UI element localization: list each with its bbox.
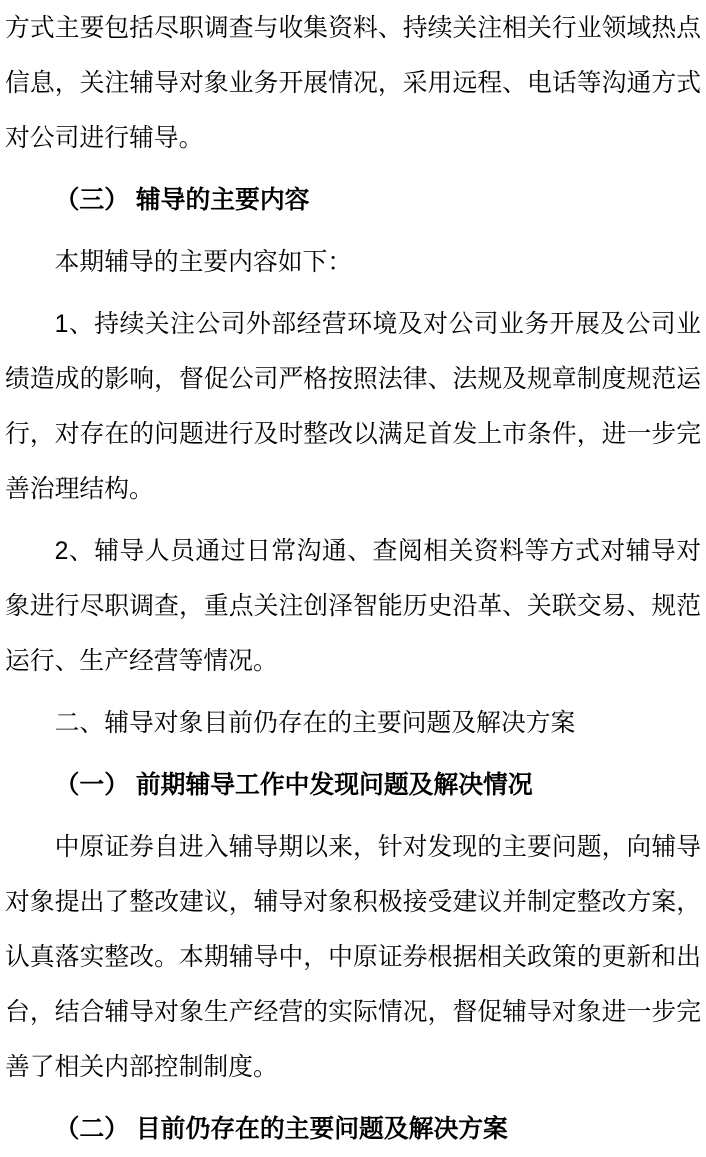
body-paragraph: 中原证券自进入辅导期以来，针对发现的主要问题，向辅导对象提出了整改建议，辅导对象积极接受建议并制定整改方案，认真落实整改。本期辅导中，中原证券根据相关政策的更新和出台，结合辅导对象生产经营的实际情况，督促辅导对象进一步完善了相关内部控制制度。 [5, 834, 701, 1081]
document-content [5, 1, 701, 1157]
section-heading: （三） 辅导的主要内容 [54, 187, 310, 214]
section-heading: （二） 目前仍存在的主要问题及解决方案 [54, 1116, 508, 1143]
section-heading: （一） 前期辅导工作中发现问题及解决情况 [54, 772, 533, 799]
body-paragraph: 本期辅导的主要内容如下： [54, 249, 353, 276]
body-paragraph: 1、持续关注公司外部经营环境及对公司业务开展及公司业绩造成的影响，督促公司严格按照法律、法规及规章制度规范运行，对存在的问题进行及时整改以满足首发上市条件，进一步完善治理结构。 [5, 311, 701, 503]
body-paragraph: 方式主要包括尽职调查与收集资料、持续关注相关行业领域热点信息，关注辅导对象业务开展情况，采用远程、电话等沟通方式对公司进行辅导。 [5, 15, 701, 152]
body-paragraph: 2、辅导人员通过日常沟通、查阅相关资料等方式对辅导对象进行尽职调查，重点关注创泽智能历史沿革、关联交易、规范运行、生产经营等情况。 [5, 538, 701, 675]
body-paragraph: 二、辅导对象目前仍存在的主要问题及解决方案 [54, 710, 576, 737]
